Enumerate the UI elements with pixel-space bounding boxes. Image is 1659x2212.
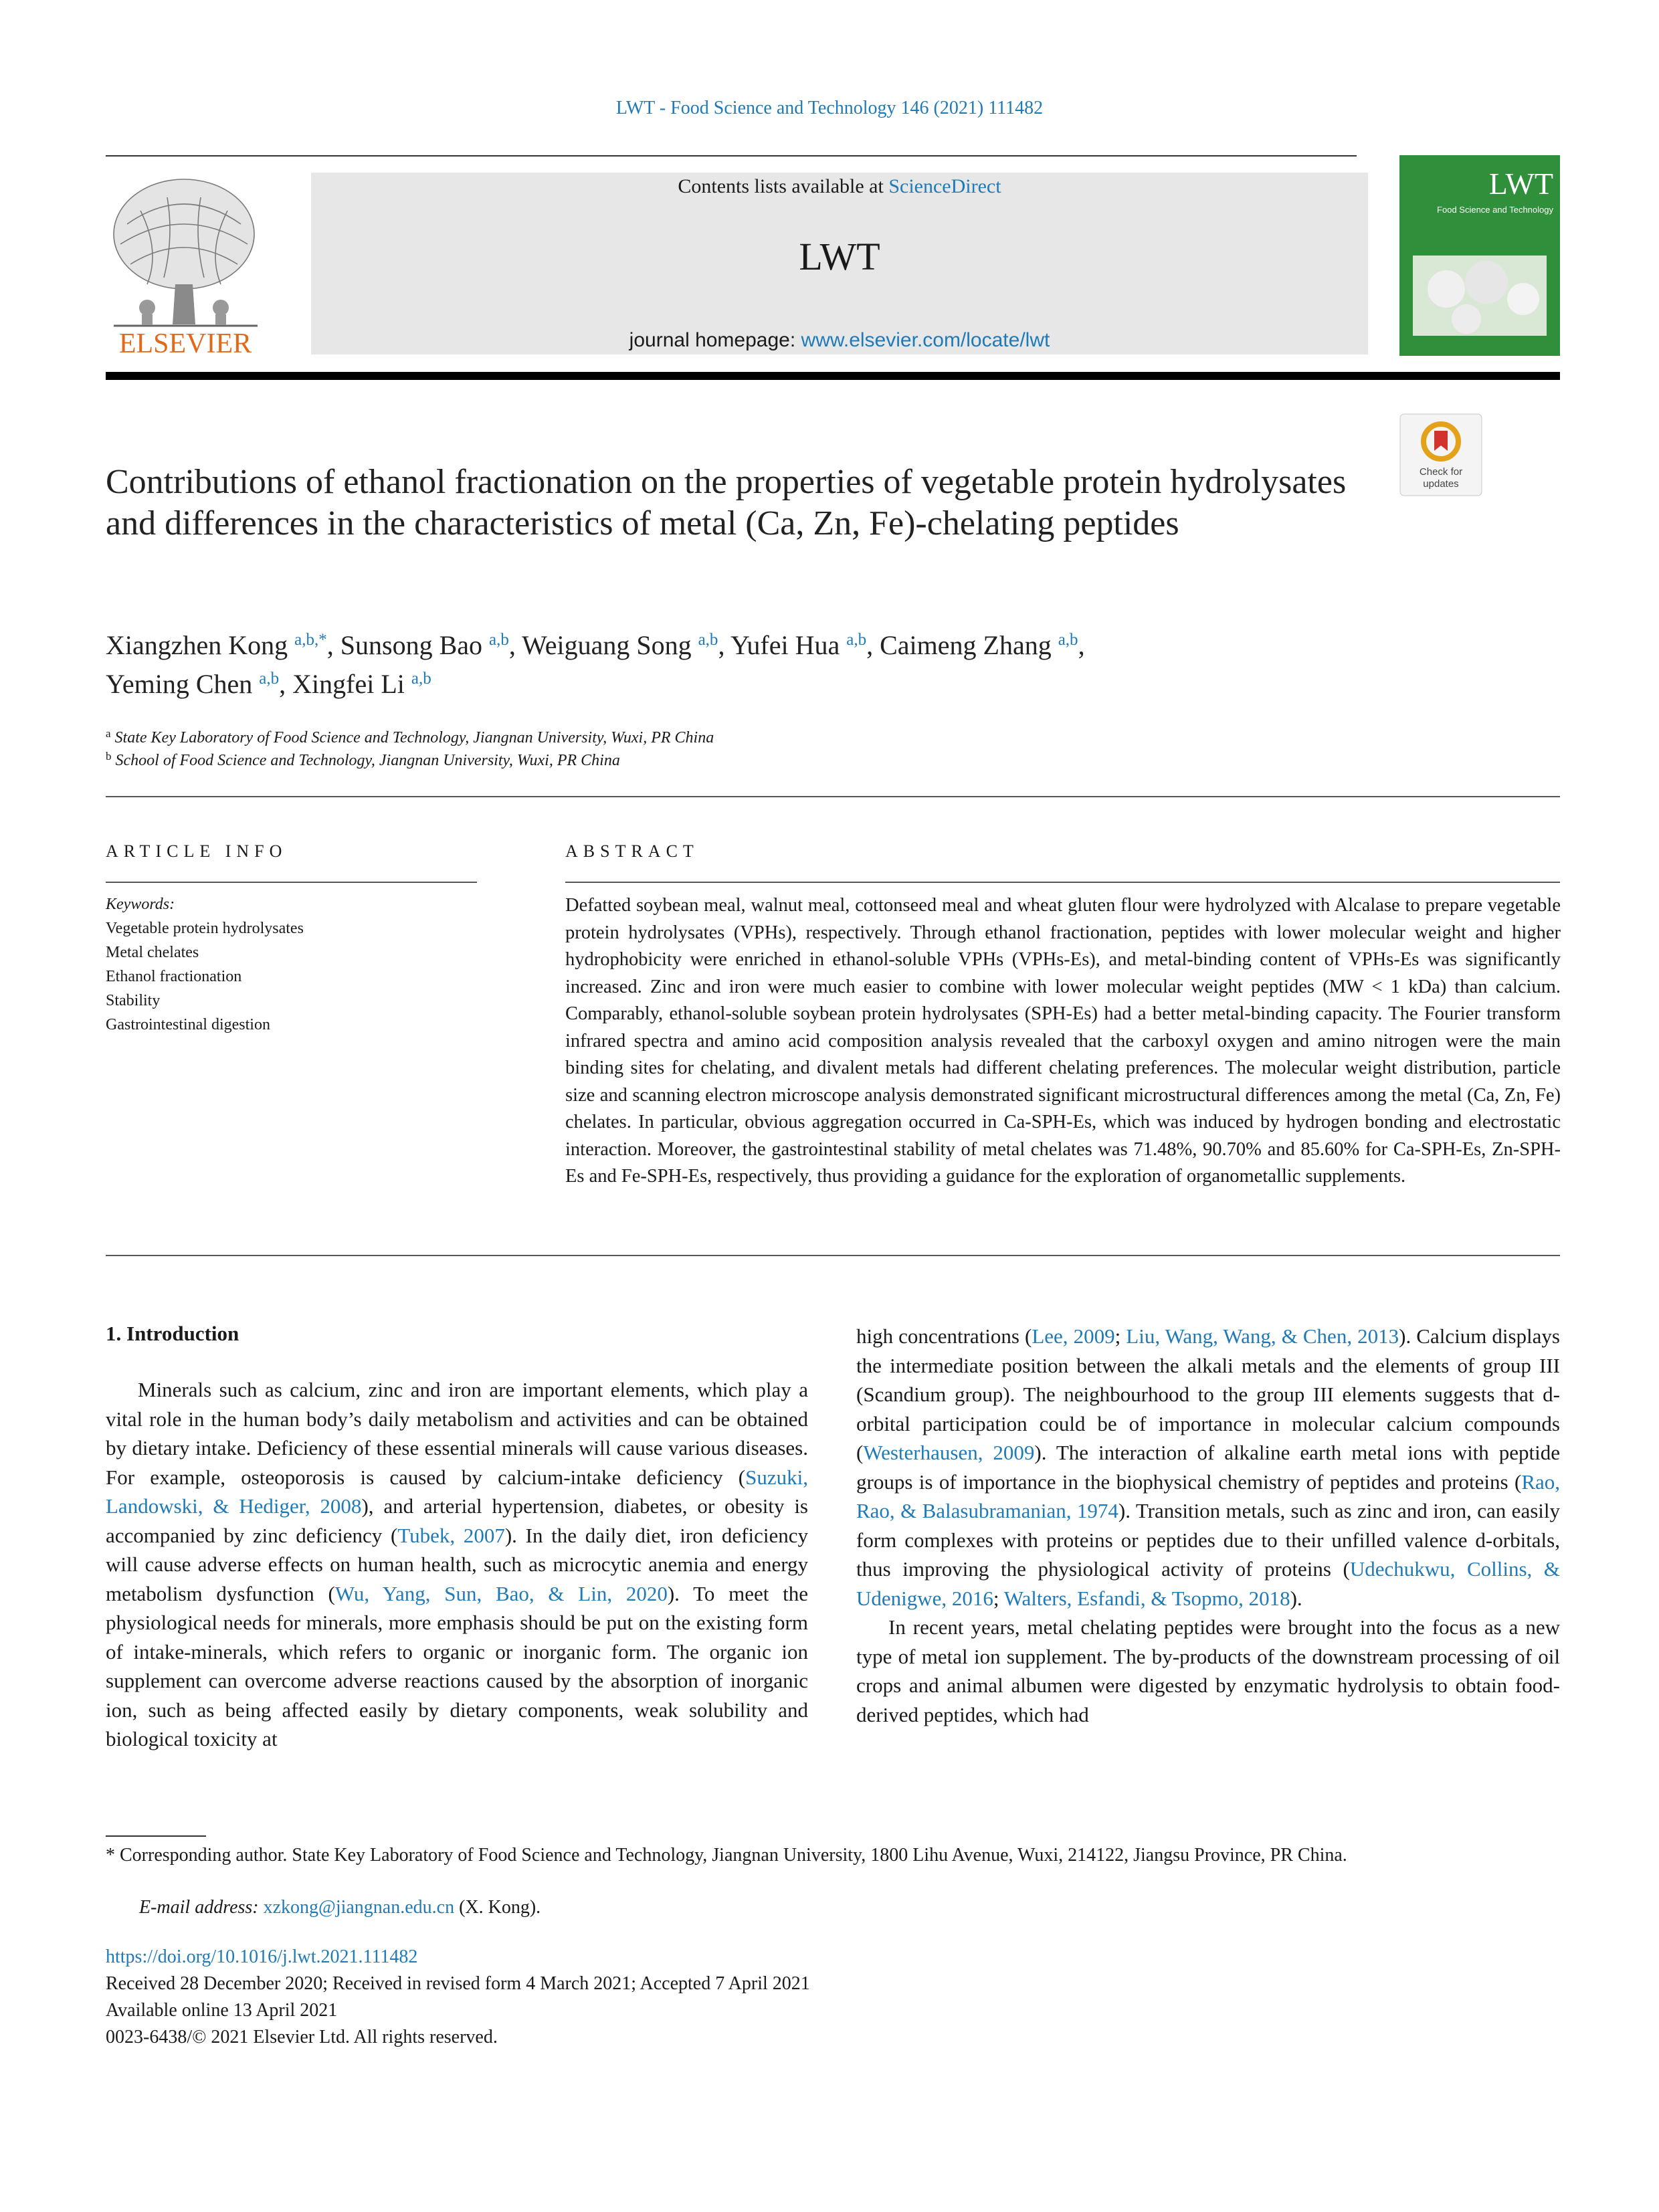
intro-left-column <box>106 1375 808 1754</box>
citation-link[interactable]: Rao, Rao, & Balasubramanian, 1974 <box>856 1470 1560 1522</box>
publication-info <box>106 1944 1510 2051</box>
svg-text:updates: updates <box>1423 478 1459 490</box>
header-divider <box>106 155 1357 157</box>
keywords-label: Keywords: <box>106 896 175 913</box>
footnote-rule <box>106 1835 206 1837</box>
author-name[interactable]: Xiangzhen Kong <box>106 630 288 660</box>
author-affiliation-marker[interactable]: a,b,* <box>294 631 327 649</box>
svg-text:Food Science and Technology: Food Science and Technology <box>1437 205 1553 215</box>
corresponding-author-footnote: * Corresponding author. State Key Laboratory of Food Science and Technology, Jiangnan University, 1800 Lihu Avenue, Wuxi, 214122, Jiangsu Province, PR China. <box>106 1845 1347 1866</box>
abstract-text: Defatted soybean meal, walnut meal, cottonseed meal and wheat gluten flour were hydrolyzed with Alcalase to prepare vegetable protein hydrolysates (VPHs), respectively. Through ethanol fractionation, peptides with lower molecular weight and higher hydrophobicity were enriched in ethanol-soluble VPHs (VPHs-Es), and metal-binding content of VPHs-Es was significantly increased. Zinc and iron were much easier to combine with lower molecular weight peptides (MW < 1 kDa) than calcium. Comparably, ethanol-soluble soybean protein hydrolysates (SPH-Es) had a better metal-binding capacity. The Fourier transform infrared spectra and amino acid composition analysis revealed that the carboxyl oxygen and amino nitrogen were the main binding sites for chelating, and divalent metals had different chelating preferences. The molecular weight distribution, particle size and scanning electron microscope analysis demonstrated significant microstructural differences among the metal (Ca, Zn, Fe) chelates. In particular, obvious aggregation occurred in Ca-SPH-Es, which was induced by hydrogen bonding and electrostatic interaction. Moreover, the gastrointestinal stability of metal chelates was 71.48%, 90.70% and 85.60% for Ca-SPH-Es, Zn-SPH-Es and Fe-SPH-Es, respectively, thus providing a guidance for the exploration of organometallic supplements. <box>565 895 1561 1187</box>
keywords-block <box>106 892 480 1037</box>
citation-link[interactable]: Lee, 2009 <box>1032 1324 1115 1348</box>
section-divider <box>106 796 1560 797</box>
elsevier-logo <box>100 171 271 358</box>
intro-paragraph: Minerals such as calcium, zinc and iron are important elements, which play a vital role in the human body’s daily metabolism and activities and can be obtained by dietary intake. Deficiency of these essential minerals will cause various diseases. For example, osteoporosis is caused by calcium-intake deficiency (Suzuki, Landowski, & Hediger, 2008), and arterial hypertension, diabetes, or obesity is accompanied by zinc deficiency (Tubek, 2007). In the daily diet, iron deficiency will cause adverse effects on human health, such as microcytic anemia and energy metabolism dysfunction (Wu, Yang, Sun, Bao, & Lin, 2020). To meet the physiological needs for minerals, more emphasis should be put on the existing form of intake-minerals, which refers to organic or inorganic form. The organic ion supplement can overcome adverse reactions caused by the absorption of inorganic ion, such as being affected easily by dietary components, weak solubility and biological toxicity at <box>106 1378 809 1750</box>
citation-link[interactable]: Westerhausen, 2009 <box>863 1441 1035 1464</box>
journal-reference-link[interactable]: LWT - Food Science and Technology 146 (2021) 111482 <box>615 98 1044 118</box>
author-affiliation-marker[interactable]: a,b <box>846 631 867 649</box>
journal-cover[interactable] <box>1399 155 1560 356</box>
citation-link[interactable]: Liu, Wang, Wang, & Chen, 2013 <box>1126 1324 1399 1348</box>
abstract-heading: ABSTRACT <box>565 841 699 861</box>
journal-homepage: journal homepage: www.elsevier.com/locate/lwt <box>629 329 1050 351</box>
author-affiliation-marker[interactable]: a,b <box>259 670 280 688</box>
keyword: Vegetable protein hydrolysates <box>106 920 304 937</box>
keyword: Stability <box>106 992 161 1009</box>
author-affiliation-marker[interactable]: a,b <box>411 670 431 688</box>
author-name[interactable]: Caimeng Zhang <box>880 630 1052 660</box>
author-name[interactable]: Xingfei Li <box>292 669 405 699</box>
intro-right-column <box>856 1322 1560 1729</box>
email-line: E-mail address: xzkong@jiangnan.edu.cn (X. Kong). <box>139 1897 541 1918</box>
received-dates: Received 28 December 2020; Received in revised form 4 March 2021; Accepted 7 April 2021 <box>106 1973 810 1994</box>
header-thick-rule <box>106 372 1560 380</box>
article-title: Contributions of ethanol fractionation on the properties of vegetable protein hydrolysates and differences in the characteristics of metal (Ca, Zn, Fe)-chelating peptides <box>106 463 1347 542</box>
author-name[interactable]: Yufei Hua <box>730 630 840 660</box>
svg-text:LWT: LWT <box>1488 167 1553 201</box>
section-divider <box>106 1255 1560 1256</box>
svg-text:Check for: Check for <box>1419 466 1463 478</box>
author-affiliation-marker[interactable]: a,b <box>489 631 509 649</box>
author-name[interactable]: Sunsong Bao <box>340 630 483 660</box>
intro-paragraph: In recent years, metal chelating peptides were brought into the focus as a new type of metal ion supplement. The by-products of the downstream processing of oil crops and animal albumen were digested by enzymatic hydrolysis to obtain food-derived peptides, which had <box>856 1615 1560 1726</box>
contents-availability: Contents lists available at ScienceDirect <box>678 175 1001 197</box>
author-affiliation-marker[interactable]: a,b <box>698 631 718 649</box>
citation-link[interactable]: Walters, Esfandi, & Tsopmo, 2018 <box>1003 1586 1290 1610</box>
sciencedirect-link[interactable]: ScienceDirect <box>888 175 1001 197</box>
affiliation-b: $^b$ School of Food Science and Technology, Jiangnan University, Wuxi, PR China <box>106 750 620 769</box>
author-list: Xiangzhen Kong $^{a,b,*}$, Sunsong Bao $^{a,b}$, Weiguang Song $^{a,b}$, Yufei Hua $^{a,b}$, Caimeng Zhang $^{a,b}$, Yeming Chen $^{a,b}$, Xingfei Li $^{a,b}$ <box>106 630 1085 699</box>
check-for-updates-button[interactable] <box>1399 413 1482 496</box>
intro-paragraph: high concentrations (Lee, 2009; Liu, Wang, Wang, & Chen, 2013). Calcium displays the intermediate position between the alkali metals and the elements of group III (Scandium group). The neighbourhood to the group III elements suggests that d-orbital participation could be of importance in molecular calcium compounds (Westerhausen, 2009). The interaction of alkaline earth metal ions with peptide groups is of importance in the biophysical chemistry of peptides and proteins (Rao, Rao, & Balasubramanian, 1974). Transition metals, such as zinc and iron, can easily form complexes with proteins or peptides due to their unfilled valence d-orbitals, thus improving the physiological activity of proteins (Udechukwu, Collins, & Udenigwe, 2016; Walters, Esfandi, & Tsopmo, 2018). <box>856 1324 1560 1610</box>
homepage-link[interactable]: www.elsevier.com/locate/lwt <box>801 329 1050 351</box>
abstract-rule <box>565 882 1560 883</box>
author-name[interactable]: Yeming Chen <box>106 669 253 699</box>
affiliation-a: $^a$ State Key Laboratory of Food Science and Technology, Jiangnan University, Wuxi, PR China <box>106 727 714 746</box>
citation-link[interactable]: Suzuki, Landowski, & Hediger, 2008 <box>106 1465 808 1518</box>
article-info-heading: ARTICLE INFO <box>106 841 288 861</box>
article-info-rule <box>106 882 477 883</box>
citation-link[interactable]: Udechukwu, Collins, & Udenigwe, 2016 <box>856 1557 1560 1610</box>
elsevier-tree-icon <box>100 171 271 358</box>
keyword: Metal chelates <box>106 944 199 961</box>
journal-name: LWT <box>799 235 880 278</box>
intro-heading: 1. Introduction <box>106 1322 239 1345</box>
doi-link[interactable]: https://doi.org/10.1016/j.lwt.2021.111482 <box>106 1946 418 1967</box>
svg-text:ELSEVIER: ELSEVIER <box>118 328 252 358</box>
copyright: 0023-6438/© 2021 Elsevier Ltd. All rights reserved. <box>106 2027 498 2047</box>
citation-link[interactable]: Wu, Yang, Sun, Bao, & Lin, 2020 <box>334 1581 668 1605</box>
author-affiliation-marker[interactable]: a,b <box>1058 631 1078 649</box>
keyword: Ethanol fractionation <box>106 968 242 985</box>
author-name[interactable]: Weiguang Song <box>522 630 692 660</box>
citation-link[interactable]: Tubek, 2007 <box>397 1523 505 1547</box>
available-online: Available online 13 April 2021 <box>106 2000 338 2021</box>
email-link[interactable]: xzkong@jiangnan.edu.cn <box>263 1897 455 1918</box>
keyword: Gastrointestinal digestion <box>106 1016 270 1033</box>
